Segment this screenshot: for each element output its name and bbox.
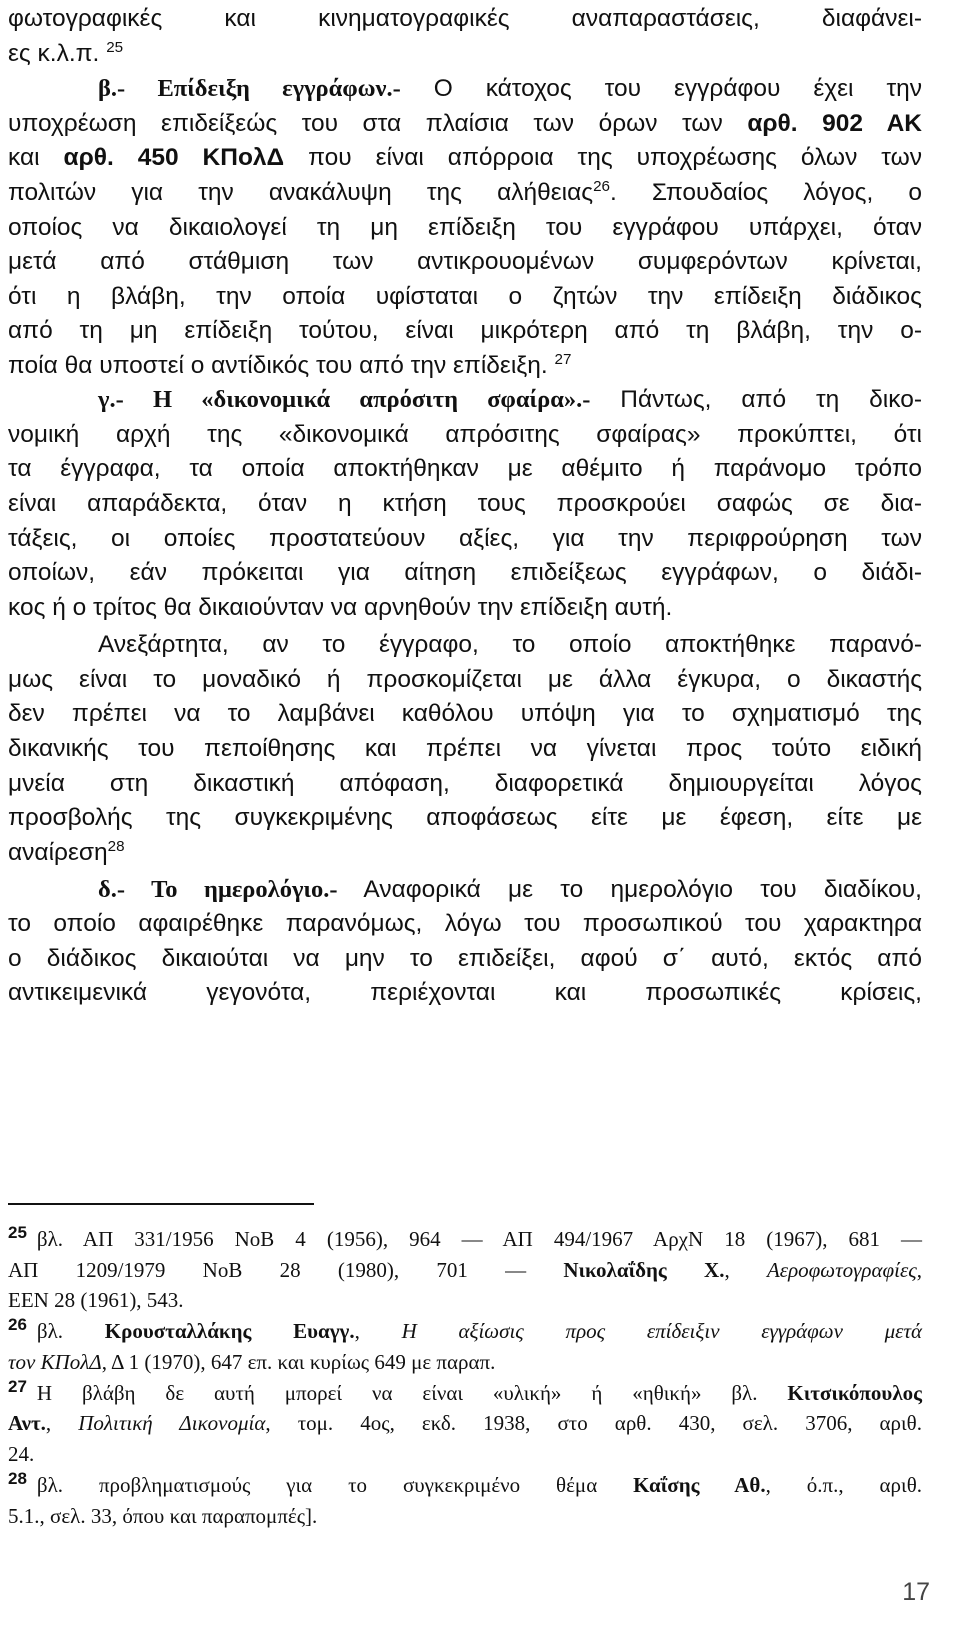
body-line	[8, 801, 922, 835]
body-line	[8, 37, 922, 71]
section-heading: β.- Επίδειξη εγγράφων.-	[98, 75, 401, 102]
article-ref: αρθ. 450 ΚΠολΔ	[63, 144, 285, 171]
section-heading: γ.- Η «δικονομικά απρόσιτη σφαίρα».-	[98, 386, 591, 413]
author: Νικολαΐδης Χ.	[563, 1258, 725, 1282]
text: . Σπουδαίος λόγος, ο	[609, 179, 922, 206]
text: προσβολής της συγκεκριμένης αποφάσεως είτε με έφεση, είτε με	[8, 804, 922, 831]
work-title: Πολιτική Δικονομία	[78, 1411, 266, 1435]
text: ότι η βλάβη, την οποία υφίσταται ο ζητών την επίδειξη διάδικος	[8, 283, 922, 310]
body-line	[8, 976, 922, 1010]
footnote-line	[8, 1255, 922, 1286]
text: και	[8, 144, 64, 171]
footnote-line	[8, 1470, 922, 1502]
work-title: Η αξίωσις προς επίδειξιν εγγράφων μετά	[401, 1319, 922, 1343]
footnote-line	[8, 1224, 922, 1256]
text: ,	[916, 1258, 922, 1282]
text: βλ. προβληματισμούς για το συγκεκριμένο θέμα	[36, 1473, 634, 1497]
text: Πάντως, από τη δικο-	[590, 386, 922, 413]
body-line	[98, 383, 922, 417]
text: Η βλάβη δε αυτή μπορεί να είναι «υλική» ή «ηθική» βλ.	[36, 1381, 788, 1405]
text: κος ή ο τρίτος θα δικαιούνταν να αρνηθούν την επίδειξη αυτή.	[8, 594, 673, 621]
body-line	[8, 314, 922, 348]
text: ,	[724, 1258, 767, 1282]
body-line	[8, 767, 922, 801]
body-line	[8, 245, 922, 279]
body-line	[8, 836, 922, 870]
text: νομική αρχή της «δικονομικά απρόσιτης σφαίρας» προκύπτει, ότι	[8, 421, 922, 448]
footnote-line	[8, 1316, 922, 1348]
text: τάξεις, οι οποίες προστατεύουν αξίες, για την περιφρούρηση των	[8, 525, 922, 552]
text: είναι απαράδεκτα, όταν η κτήση τους προσκρούει σαφώς σε δια-	[8, 490, 922, 517]
text: αντικειμενικά γεγονότα, περιέχονται και προσωπικές κρίσεις,	[8, 979, 922, 1006]
text: μνεία στη δικαστική απόφαση, διαφορετικά δημιουργείται λόγος	[8, 770, 922, 797]
footnote-number: 28	[8, 1469, 27, 1488]
text: ΕΕΝ 28 (1961), 543.	[8, 1288, 184, 1312]
footnote-line	[8, 1347, 922, 1378]
body-line	[8, 141, 922, 175]
body-line	[8, 2, 922, 36]
text: ,	[354, 1319, 402, 1343]
body-line	[8, 591, 922, 625]
text: πολιτών για την ανακάλυψη της αλήθειας	[8, 179, 594, 206]
body-line	[8, 907, 922, 941]
author: Κιτσικόπουλος	[787, 1381, 922, 1405]
body-line	[8, 663, 922, 697]
text: υποχρέωση επιδείξεώς του στα πλαίσια των όρων των	[8, 110, 748, 137]
footnote-line	[8, 1439, 922, 1470]
text: που είναι απόρροια της υποχρέωσης όλων των	[284, 144, 922, 171]
text: ,	[45, 1411, 79, 1435]
footnote-ref[interactable]: 27	[554, 350, 572, 368]
text: Ανεξάρτητα, αν το έγγραφο, το οποίο αποκτήθηκε παρανό-	[98, 631, 922, 658]
text: μως είναι το μοναδικό ή προσκομίζεται με άλλα έγκυρα, ο δικαστής	[8, 666, 922, 693]
body-line	[98, 873, 922, 907]
body-line	[8, 697, 922, 731]
text: , Δ 1 (1970), 647 επ. και κυρίως 649 με παραπ.	[101, 1350, 496, 1374]
text: βλ. ΑΠ 331/1956 ΝοΒ 4 (1956), 964 ― ΑΠ 494/1967 ΑρχΝ 18 (1967), 681 ―	[36, 1227, 922, 1251]
text: από τη μη επίδειξη τούτου, είναι μικρότερη από τη βλάβη, την ο-	[8, 317, 922, 344]
body-line	[8, 107, 922, 141]
body-line	[8, 349, 922, 383]
text: Ο κάτοχος του εγγράφου έχει την	[400, 75, 922, 102]
body-line	[98, 628, 922, 662]
footnote-line	[8, 1285, 922, 1316]
footnote-separator	[8, 1203, 314, 1205]
text: το οποίο αφαιρέθηκε παρανόμως, λόγω του προσωπικού του χαρακτηρα	[8, 910, 922, 937]
text: ΑΠ 1209/1979 ΝοΒ 28 (1980), 701 ―	[8, 1258, 564, 1282]
article-ref: αρθ. 902 ΑΚ	[747, 110, 922, 137]
body-line	[8, 176, 922, 210]
work-title: τον ΚΠολΔ	[8, 1350, 102, 1374]
text: 24.	[8, 1442, 35, 1466]
body-line	[8, 522, 922, 556]
body-line	[8, 211, 922, 245]
text: ο διάδικος δικαιούται να μην το επιδείξει, αφού σ΄ αυτό, εκτός από	[8, 945, 922, 972]
author: Αντ.	[8, 1411, 46, 1435]
text: φωτογραφικές και κινηματογραφικές αναπαραστάσεις, διαφάνει-	[8, 5, 922, 32]
text: οποίος να δικαιολογεί τη μη επίδειξη του εγγράφου υπάρχει, όταν	[8, 214, 922, 241]
text: αναίρεση	[8, 839, 108, 866]
body-line	[8, 556, 922, 590]
text: 5.1., σελ. 33, όπου και παραπομπές].	[8, 1504, 318, 1528]
text: , τομ. 4ος, εκδ. 1938, στο αρθ. 430, σελ. 3706, αριθ.	[265, 1411, 922, 1435]
footnote-ref[interactable]: 25	[106, 38, 124, 56]
footnote-line	[8, 1501, 922, 1532]
body-line	[8, 732, 922, 766]
body-line	[8, 452, 922, 486]
text: , ό.π., αριθ.	[765, 1473, 922, 1497]
page-number: 17	[902, 1578, 930, 1606]
footnote-number: 26	[8, 1315, 27, 1334]
text: ες κ.λ.π.	[8, 40, 100, 67]
footnote-number: 25	[8, 1223, 27, 1242]
author: Κρουσταλλάκης Ευαγγ.	[104, 1319, 355, 1343]
footnote-line	[8, 1408, 922, 1439]
text: τα έγγραφα, τα οποία αποκτήθηκαν με αθέμιτο ή παράνομο τρόπο	[8, 455, 922, 482]
body-line	[98, 72, 922, 106]
footnote-ref[interactable]: 28	[107, 837, 125, 855]
text: βλ.	[36, 1319, 105, 1343]
body-line	[8, 280, 922, 314]
section-heading: δ.- Το ημερολόγιο.-	[98, 876, 338, 903]
body-line	[8, 942, 922, 976]
footnote-number: 27	[8, 1377, 27, 1396]
text: οποίων, εάν πρόκειται για αίτηση επιδείξεως εγγράφων, ο διάδι-	[8, 559, 922, 586]
text: μετά από στάθμιση των αντικρουομένων συμφερόντων κρίνεται,	[8, 248, 922, 275]
text: ποία θα υποστεί ο αντίδικός του από την επίδειξη.	[8, 352, 548, 379]
footnote-ref[interactable]: 26	[593, 177, 610, 195]
author: Καΐσης Αθ.	[633, 1473, 766, 1497]
footnote-line	[8, 1378, 922, 1410]
body-line	[8, 487, 922, 521]
text: δικανικής του πεποίθησης και πρέπει να γίνεται προς τούτο ειδική	[8, 735, 922, 762]
work-title: Αεροφωτογραφίες	[766, 1258, 917, 1282]
text: Αναφορικά με το ημερολόγιο του διαδίκου,	[337, 876, 922, 903]
body-line	[8, 418, 922, 452]
text: δεν πρέπει να το λαμβάνει καθόλου υπόψη για το σχηματισμό της	[8, 700, 922, 727]
